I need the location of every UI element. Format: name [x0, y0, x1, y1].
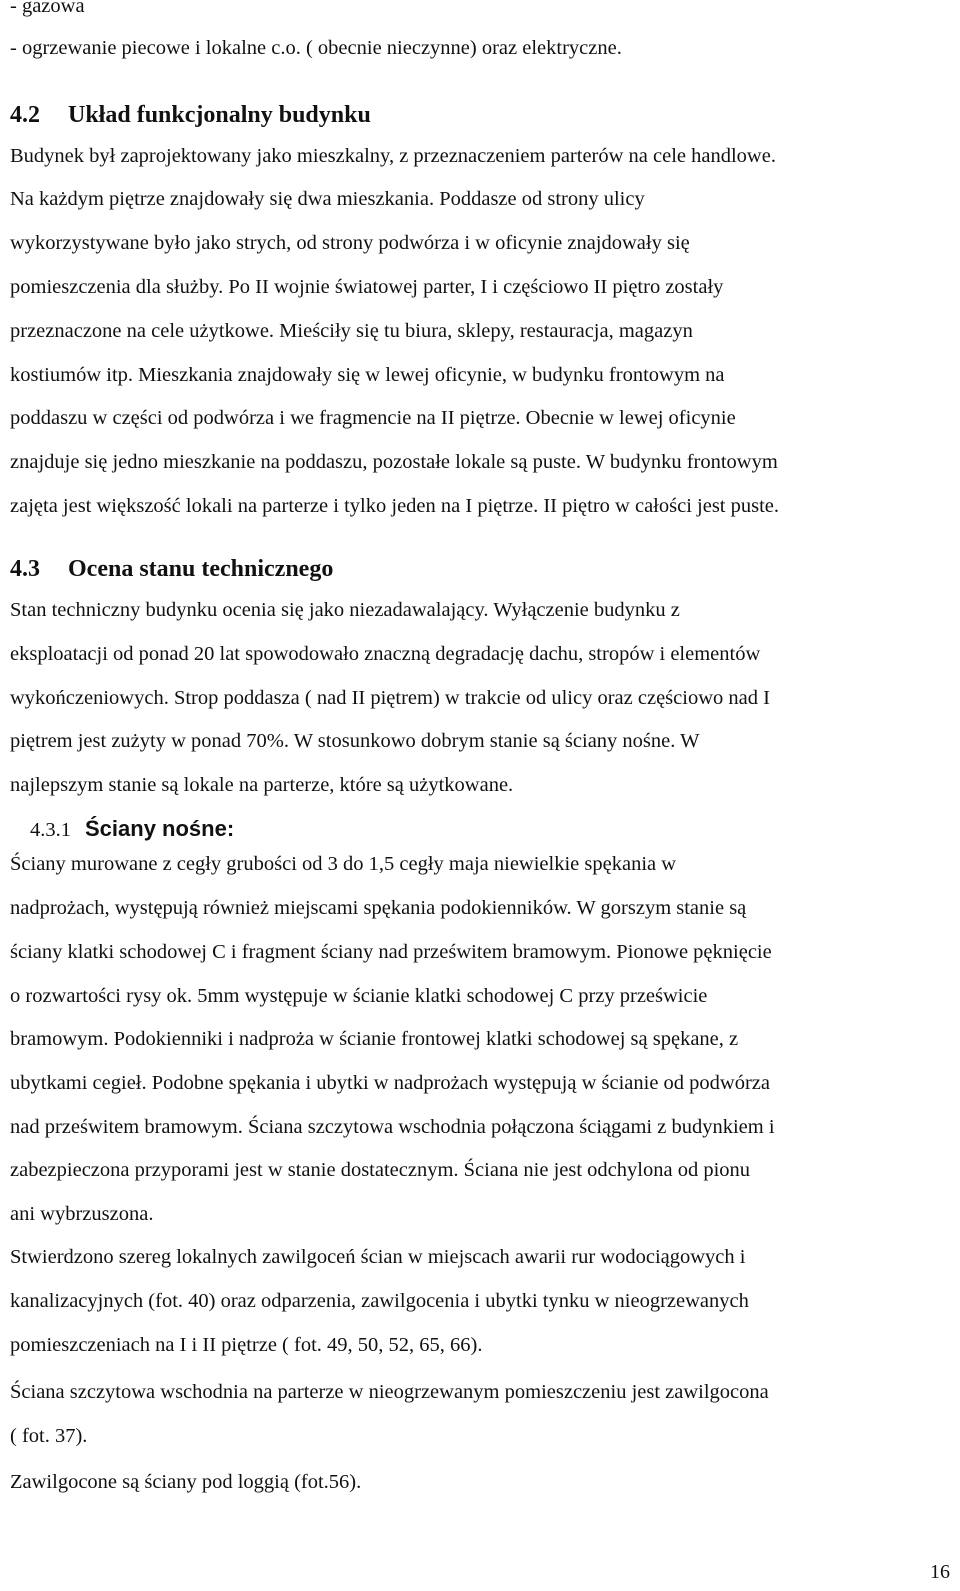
text-line: ( fot. 37).: [10, 1425, 88, 1447]
text-line: ściany klatki schodowej C i fragment ściany nad prześwitem bramowym. Pionowe pęknięcie: [10, 941, 772, 963]
section-heading-4-2: [10, 100, 371, 130]
section-title: Układ funkcjonalny budynku: [68, 102, 371, 128]
text-line: Ściana szczytowa wschodnia na parterze w nieogrzewanym pomieszczeniu jest zawilgocona: [10, 1381, 769, 1403]
text-line: zabezpieczona przyporami jest w stanie dostatecznym. Ściana nie jest odchylona od pionu: [10, 1159, 751, 1181]
section-number: 4.3: [10, 556, 40, 582]
text-line: przeznaczone na cele użytkowe. Mieściły się tu biura, sklepy, restauracja, magazyn: [10, 320, 693, 342]
text-line: kanalizacyjnych (fot. 40) oraz odparzenia, zawilgocenia i ubytki tynku w nieogrzewanych: [10, 1290, 749, 1312]
text-line: pomieszczeniach na I i II piętrze ( fot. 49, 50, 52, 65, 66).: [10, 1334, 483, 1356]
text-line: Stwierdzono szereg lokalnych zawilgoceń ścian w miejscach awarii rur wodociągowych i: [10, 1246, 746, 1268]
text-line: Stan techniczny budynku ocenia się jako niezadawalający. Wyłączenie budynku z: [10, 599, 680, 621]
text-line: zajęta jest większość lokali na parterze i tylko jeden na I piętrze. II piętro w całości jest puste.: [10, 495, 780, 517]
text-line: znajduje się jedno mieszkanie na poddaszu, pozostałe lokale są puste. W budynku frontowym: [10, 451, 778, 473]
section-heading-4-3-1: [30, 814, 234, 845]
text-line: nadprożach, występują również miejscami spękania podokienników. W gorszym stanie są: [10, 897, 747, 919]
text-line: bramowym. Podokienniki i nadproża w ścianie frontowej klatki schodowej są spękane, z: [10, 1028, 739, 1050]
text-line: poddaszu w części od podwórza i we fragmencie na II piętrze. Obecnie w lewej oficynie: [10, 407, 736, 429]
text-line: piętrem jest zużyty w ponad 70%. W stosunkowo dobrym stanie są ściany nośne. W: [10, 730, 700, 752]
text-line: nad prześwitem bramowym. Ściana szczytowa wschodnia połączona ściągami z budynkiem i: [10, 1116, 775, 1138]
section-heading-4-3: [10, 554, 333, 584]
text-line: kostiumów itp. Mieszkania znajdowały się w lewej oficynie, w budynku frontowym na: [10, 364, 725, 386]
text-line: Zawilgocone są ściany pod loggią (fot.56).: [10, 1471, 362, 1493]
text-line: eksploatacji od ponad 20 lat spowodowało znaczną degradację dachu, stropów i elementów: [10, 643, 761, 665]
text-line: Budynek był zaprojektowany jako mieszkalny, z przeznaczeniem parterów na cele handlowe.: [10, 145, 776, 167]
text-line: wykorzystywane było jako strych, od strony podwórza i w oficynie znajdowały się: [10, 232, 690, 254]
text-line: ubytkami cegieł. Podobne spękania i ubytki w nadprożach występują w ścianie od podwórza: [10, 1072, 771, 1094]
section-title: Ściany nośne:: [85, 816, 235, 841]
text-line: ani wybrzuszona.: [10, 1203, 154, 1225]
section-title: Ocena stanu technicznego: [68, 556, 334, 582]
text-line: - ogrzewanie piecowe i lokalne c.o. ( obecnie nieczynne) oraz elektryczne.: [10, 37, 622, 59]
page-number: 16: [930, 1561, 950, 1583]
text-line: wykończeniowych. Strop poddasza ( nad II piętrem) w trakcie od ulicy oraz częściowo nad I: [10, 687, 770, 709]
text-line: Ściany murowane z cegły grubości od 3 do 1,5 cegły maja niewielkie spękania w: [10, 853, 677, 875]
text-line: o rozwartości rysy ok. 5mm występuje w ścianie klatki schodowej C przy prześwicie: [10, 985, 708, 1007]
text-line: Na każdym piętrze znajdowały się dwa mieszkania. Poddasze od strony ulicy: [10, 188, 645, 210]
text-line: najlepszym stanie są lokale na parterze, które są użytkowane.: [10, 774, 514, 796]
text-line: pomieszczenia dla służby. Po II wojnie światowej parter, I i częściowo II piętro zostały: [10, 276, 724, 298]
section-number: 4.2: [10, 102, 40, 128]
section-number: 4.3.1: [30, 819, 71, 841]
text-line: - gazowa: [10, 0, 85, 17]
